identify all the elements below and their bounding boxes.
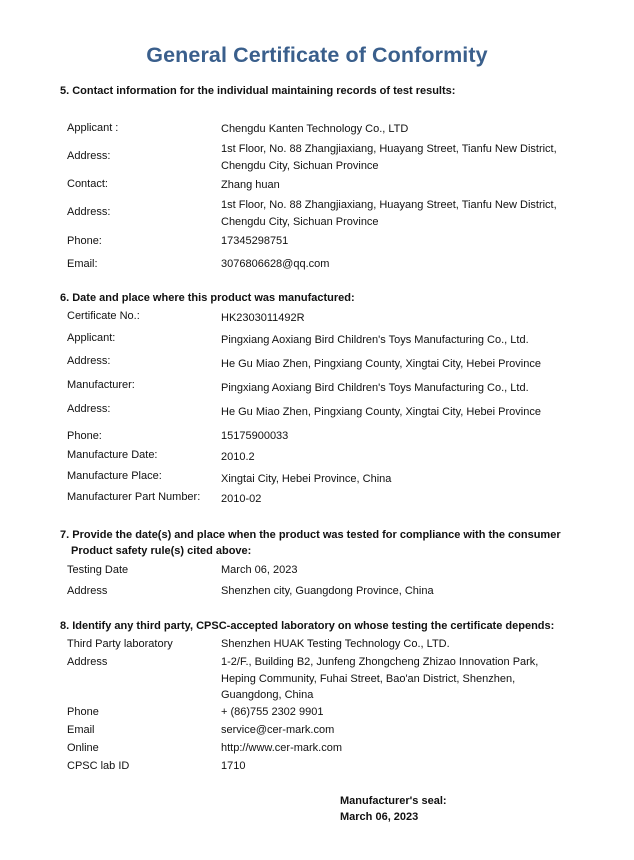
s6-manufacture-date-label: Manufacture Date: bbox=[67, 449, 158, 461]
section-6-heading: 6. Date and place where this product was manufactured: bbox=[60, 292, 355, 304]
s6-manufacture-place-label: Manufacture Place: bbox=[67, 470, 162, 482]
s5-contact-address-line-1: 1st Floor, No. 88 Zhangjiaxiang, Huayang Street, Tianfu New District, bbox=[221, 199, 557, 211]
s8-online-value: http://www.cer-mark.com bbox=[221, 742, 343, 754]
manufacturer-seal-date: March 06, 2023 bbox=[340, 811, 419, 823]
s6-manufacture-date-value: 2010.2 bbox=[221, 451, 255, 463]
section-7-heading-line-1: 7. Provide the date(s) and place when the product was tested for compliance with the consumer bbox=[60, 529, 561, 541]
s6-applicant-value: Pingxiang Aoxiang Bird Children's Toys Manufacturing Co., Ltd. bbox=[221, 334, 529, 346]
s6-phone-label: Phone: bbox=[67, 430, 102, 442]
section-8-heading: 8. Identify any third party, CPSC-accepted laboratory on whose testing the certificate depends: bbox=[60, 620, 555, 632]
s5-contact-value: Zhang huan bbox=[221, 179, 280, 191]
s6-applicant-address-value: He Gu Miao Zhen, Pingxiang County, Xingtai City, Hebei Province bbox=[221, 358, 541, 370]
s7-address-value: Shenzhen city, Guangdong Province, China bbox=[221, 585, 434, 597]
s5-email-value: 3076806628@qq.com bbox=[221, 258, 330, 270]
s5-applicant-label: Applicant : bbox=[67, 122, 119, 134]
s8-email-value: service@cer-mark.com bbox=[221, 724, 335, 736]
s6-certificate-label: Certificate No.: bbox=[67, 310, 140, 322]
s6-part-number-value: 2010-02 bbox=[221, 493, 262, 505]
s5-contact-label: Contact: bbox=[67, 178, 108, 190]
s5-phone-value: 17345298751 bbox=[221, 235, 289, 247]
s8-phone-label: Phone bbox=[67, 706, 99, 718]
s8-phone-value: + (86)755 2302 9901 bbox=[221, 706, 324, 718]
s8-address-line-3: Guangdong, China bbox=[221, 689, 314, 701]
s6-manufacturer-label: Manufacturer: bbox=[67, 379, 135, 391]
s5-address-line-1: 1st Floor, No. 88 Zhangjiaxiang, Huayang Street, Tianfu New District, bbox=[221, 143, 557, 155]
s8-email-label: Email bbox=[67, 724, 95, 736]
s8-address-value bbox=[221, 654, 538, 704]
s6-manufacturer-address-value: He Gu Miao Zhen, Pingxiang County, Xingtai City, Hebei Province bbox=[221, 406, 541, 418]
s5-address-line-2: Chengdu City, Sichuan Province bbox=[221, 159, 379, 172]
s8-cpsc-lab-id-value: 1710 bbox=[221, 760, 246, 772]
s7-address-label: Address bbox=[67, 585, 108, 597]
s8-address-label: Address bbox=[67, 656, 108, 668]
s8-cpsc-lab-id-label: CPSC lab ID bbox=[67, 760, 130, 772]
s6-manufacturer-address-label: Address: bbox=[67, 403, 111, 415]
s6-manufacturer-value: Pingxiang Aoxiang Bird Children's Toys Manufacturing Co., Ltd. bbox=[221, 382, 529, 394]
section-7-heading-line-2: Product safety rule(s) cited above: bbox=[71, 545, 252, 557]
s5-contact-address-line-2: Chengdu City, Sichuan Province bbox=[221, 215, 379, 228]
s5-address-label: Address: bbox=[67, 150, 111, 162]
document-title: General Certificate of Conformity bbox=[146, 43, 488, 67]
s5-email-label: Email: bbox=[67, 258, 98, 270]
s8-lab-label: Third Party laboratory bbox=[67, 638, 173, 650]
s8-online-label: Online bbox=[67, 742, 99, 754]
s6-phone-value: 15175900033 bbox=[221, 430, 289, 442]
s6-manufacture-place-value: Xingtai City, Hebei Province, China bbox=[221, 473, 392, 485]
s5-contact-address-value bbox=[221, 197, 557, 230]
s5-applicant-value: Chengdu Kanten Technology Co., LTD bbox=[221, 123, 409, 135]
s7-testing-date-label: Testing Date bbox=[67, 564, 129, 576]
section-5-heading: 5. Contact information for the individual maintaining records of test results: bbox=[60, 85, 456, 97]
s8-lab-value: Shenzhen HUAK Testing Technology Co., LTD. bbox=[221, 638, 450, 650]
s5-phone-label: Phone: bbox=[67, 235, 102, 247]
s5-contact-address-label: Address: bbox=[67, 206, 111, 218]
s6-applicant-address-label: Address: bbox=[67, 355, 111, 367]
s6-certificate-value: HK2303011492R bbox=[221, 312, 305, 324]
s8-address-line-2: Heping Community, Fuhai Street, Bao'an District, Shenzhen, bbox=[221, 672, 516, 685]
s7-testing-date-value: March 06, 2023 bbox=[221, 564, 298, 576]
s5-address-value bbox=[221, 141, 557, 174]
s6-applicant-label: Applicant: bbox=[67, 332, 116, 344]
manufacturer-seal-label: Manufacturer's seal: bbox=[340, 795, 447, 807]
s6-part-number-label: Manufacturer Part Number: bbox=[67, 491, 201, 503]
s8-address-line-1: 1-2/F., Building B2, Junfeng Zhongcheng Zhizao Innovation Park, bbox=[221, 656, 539, 668]
